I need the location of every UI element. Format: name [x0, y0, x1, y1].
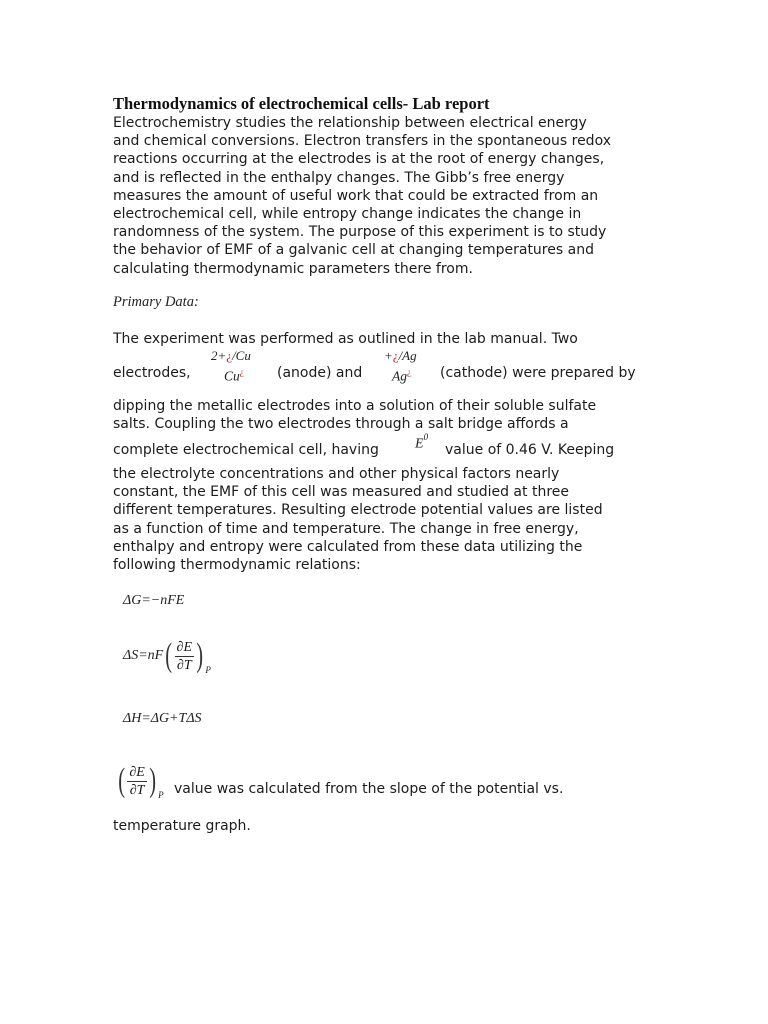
partial-derivative	[127, 765, 146, 798]
intro-paragraph	[113, 114, 673, 278]
para1-rest-line: enthalpy and entropy were calculated from these data utilizing the	[113, 538, 583, 555]
para1-line3: dipping the metallic electrodes into a solution of their soluble sulfate	[113, 398, 597, 414]
para1-line5-end: value of 0.46 V. Keeping	[445, 442, 615, 458]
ag-species: /Ag	[398, 348, 417, 363]
equation-entropy	[123, 639, 211, 673]
para1-rest	[113, 465, 603, 574]
ag-symbol: Ag	[392, 368, 407, 384]
cu-charge: 2+	[211, 348, 227, 363]
ag-charge: +	[384, 348, 393, 363]
section-label: Primary Data:	[113, 294, 199, 310]
ag-electrode-top	[384, 348, 417, 364]
final-line: temperature graph.	[113, 818, 251, 834]
equation-gibbs: ΔG=−nFE	[123, 593, 185, 608]
equation-enthalpy: ΔH=ΔG+TΔS	[123, 711, 202, 726]
intro-line: and is reflected in the enthalpy changes. The Gibb’s free energy	[113, 169, 565, 186]
cu-electrode-bottom	[224, 367, 244, 385]
cu-symbol: Cu	[224, 368, 240, 384]
slope-text: value was calculated from the slope of the potential vs.	[174, 781, 564, 797]
slope-derivative	[116, 764, 164, 798]
partial-derivative	[175, 640, 194, 673]
cu-symbol-mark: ¿	[239, 367, 244, 377]
left-paren: (	[118, 762, 126, 799]
right-paren: )	[149, 762, 156, 799]
intro-line: and chemical conversions. Electron transfers in the spontaneous redox	[113, 133, 611, 150]
derivative-denominator: ∂T	[129, 782, 145, 798]
intro-line: Electrochemistry studies the relationship between electrical energy	[113, 115, 587, 131]
para1-rest-line: constant, the EMF of this cell was measured and studied at three	[113, 484, 569, 501]
derivative-numerator: ∂E	[176, 639, 193, 655]
right-paren: )	[196, 637, 204, 674]
intro-line: randomness of the system. The purpose of this experiment is to study	[113, 224, 607, 241]
cu-electrode-top	[211, 348, 251, 364]
intro-line: electrochemical cell, while entropy change indicates the change in	[113, 206, 582, 223]
cathode-text: (cathode) were prepared by	[440, 365, 636, 381]
para1-rest-line: following thermodynamic relations:	[113, 557, 361, 574]
entropy-prefix: ΔS=nF	[123, 648, 164, 663]
e0-symbol	[415, 434, 428, 453]
anode-text: (anode) and	[277, 365, 363, 381]
ag-symbol-mark: ¿	[407, 367, 411, 377]
e-symbol: E	[415, 436, 424, 452]
para1-rest-line: different temperatures. Resulting electrode potential values are listed	[113, 502, 603, 519]
para1-rest-line: the electrolyte concentrations and other physical factors nearly	[113, 466, 560, 482]
cu-charge-mark: ¿	[226, 348, 233, 363]
derivative-subscript: P	[205, 665, 211, 675]
derivative-numerator: ∂E	[129, 764, 145, 780]
derivative-subscript: P	[158, 790, 164, 800]
para1-line5-start: complete electrochemical cell, having	[113, 442, 379, 458]
electrodes-word: electrodes,	[113, 365, 191, 381]
intro-line: calculating thermodynamic parameters there from.	[113, 260, 473, 277]
para1-line4: salts. Coupling the two electrodes through a salt bridge affords a	[113, 416, 569, 432]
ag-electrode-bottom	[392, 367, 411, 385]
e-superscript: 0	[423, 432, 429, 442]
derivative-denominator: ∂T	[176, 657, 192, 673]
intro-line: the behavior of EMF of a galvanic cell at changing temperatures and	[113, 242, 594, 259]
ag-charge-mark: ¿	[392, 348, 399, 363]
left-paren: (	[165, 637, 173, 674]
para1-rest-line: as a function of time and temperature. The change in free energy,	[113, 520, 579, 537]
intro-line: measures the amount of useful work that could be extracted from an	[113, 187, 599, 204]
document-title: Thermodynamics of electrochemical cells- Lab report	[113, 94, 490, 113]
cu-species: /Cu	[232, 348, 251, 363]
para1-line1: The experiment was performed as outlined in the lab manual. Two	[113, 331, 578, 347]
intro-line: reactions occurring at the electrodes is at the root of energy changes,	[113, 151, 605, 168]
